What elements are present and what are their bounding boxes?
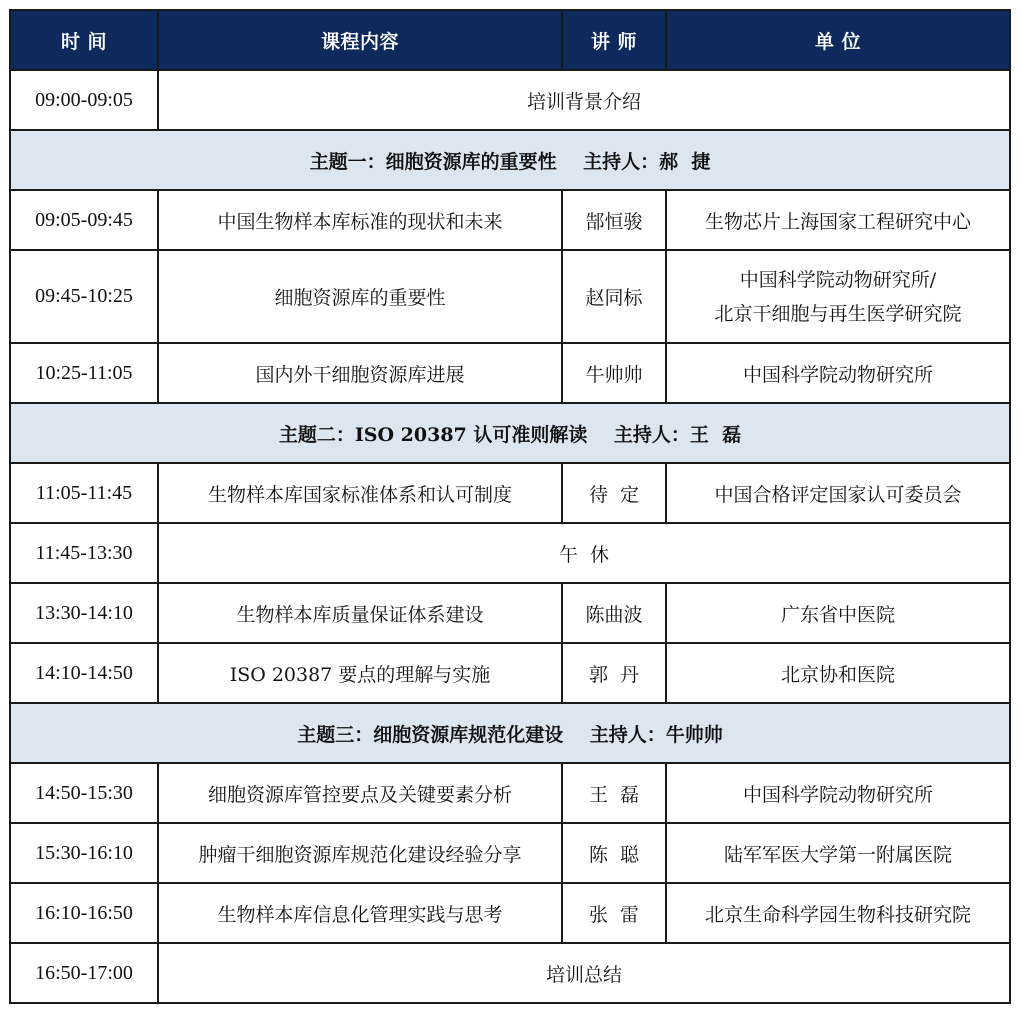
- session-time: 09:00-09:05: [10, 70, 158, 130]
- session-content: 细胞资源库的重要性: [158, 250, 562, 343]
- session-content: 培训总结: [158, 943, 1010, 1003]
- theme-row: [10, 130, 1010, 190]
- table-row: [10, 523, 1010, 583]
- session-time: 14:50-15:30: [10, 763, 158, 823]
- table-row: [10, 943, 1010, 1003]
- session-content: 国内外干细胞资源库进展: [158, 343, 562, 403]
- session-lecturer: 张 雷: [562, 883, 666, 943]
- session-unit: 中国合格评定国家认可委员会: [666, 463, 1010, 523]
- session-lecturer: 陈曲波: [562, 583, 666, 643]
- schedule-table: [9, 9, 1011, 1004]
- session-time: 14:10-14:50: [10, 643, 158, 703]
- table-row: [10, 190, 1010, 250]
- table-row: [10, 250, 1010, 343]
- table-row: [10, 823, 1010, 883]
- session-content: 生物样本库信息化管理实践与思考: [158, 883, 562, 943]
- header-course: 课程内容: [158, 10, 562, 70]
- session-content: 生物样本库质量保证体系建设: [158, 583, 562, 643]
- session-content: 中国生物样本库标准的现状和未来: [158, 190, 562, 250]
- table-row: [10, 883, 1010, 943]
- session-time: 16:10-16:50: [10, 883, 158, 943]
- session-time: 09:05-09:45: [10, 190, 158, 250]
- session-unit: 广东省中医院: [666, 583, 1010, 643]
- session-unit: 中国科学院动物研究所: [666, 763, 1010, 823]
- session-unit: 中国科学院动物研究所: [666, 343, 1010, 403]
- session-content: 午 休: [158, 523, 1010, 583]
- theme-row: [10, 703, 1010, 763]
- session-time: 11:45-13:30: [10, 523, 158, 583]
- session-time: 13:30-14:10: [10, 583, 158, 643]
- session-time: 11:05-11:45: [10, 463, 158, 523]
- session-lecturer: 待 定: [562, 463, 666, 523]
- session-lecturer: 牛帅帅: [562, 343, 666, 403]
- theme-title: 主题二：ISO 20387 认可准则解读 主持人：王 磊: [10, 403, 1010, 463]
- table-row: [10, 763, 1010, 823]
- session-content: ISO 20387 要点的理解与实施: [158, 643, 562, 703]
- session-time: 09:45-10:25: [10, 250, 158, 343]
- theme-row: [10, 403, 1010, 463]
- session-unit-line-1: 中国科学院动物研究所/: [739, 268, 937, 291]
- session-lecturer: 陈 聪: [562, 823, 666, 883]
- table-row: [10, 463, 1010, 523]
- session-unit: 生物芯片上海国家工程研究中心: [666, 190, 1010, 250]
- theme-title: 主题一：细胞资源库的重要性 主持人：郝 捷: [10, 130, 1010, 190]
- session-time: 10:25-11:05: [10, 343, 158, 403]
- session-content: 肿瘤干细胞资源库规范化建设经验分享: [158, 823, 562, 883]
- table-row: [10, 643, 1010, 703]
- session-unit-line-2: 北京干细胞与再生医学研究院: [714, 302, 962, 325]
- theme-title: 主题三：细胞资源库规范化建设 主持人：牛帅帅: [10, 703, 1010, 763]
- header-unit: 单 位: [666, 10, 1010, 70]
- table-row: [10, 70, 1010, 130]
- table-row: [10, 583, 1010, 643]
- session-lecturer: 郜恒骏: [562, 190, 666, 250]
- session-lecturer: 郭 丹: [562, 643, 666, 703]
- session-content: 培训背景介绍: [158, 70, 1010, 130]
- session-time: 16:50-17:00: [10, 943, 158, 1003]
- table-row: [10, 343, 1010, 403]
- table-header-row: [10, 10, 1010, 70]
- header-time: 时 间: [10, 10, 158, 70]
- header-lecturer: 讲 师: [562, 10, 666, 70]
- session-lecturer: 王 磊: [562, 763, 666, 823]
- session-lecturer: 赵同标: [562, 250, 666, 343]
- session-unit: 北京协和医院: [666, 643, 1010, 703]
- session-unit: [666, 250, 1010, 343]
- session-unit: 陆军军医大学第一附属医院: [666, 823, 1010, 883]
- session-unit: 北京生命科学园生物科技研究院: [666, 883, 1010, 943]
- session-content: 细胞资源库管控要点及关键要素分析: [158, 763, 562, 823]
- session-content: 生物样本库国家标准体系和认可制度: [158, 463, 562, 523]
- session-time: 15:30-16:10: [10, 823, 158, 883]
